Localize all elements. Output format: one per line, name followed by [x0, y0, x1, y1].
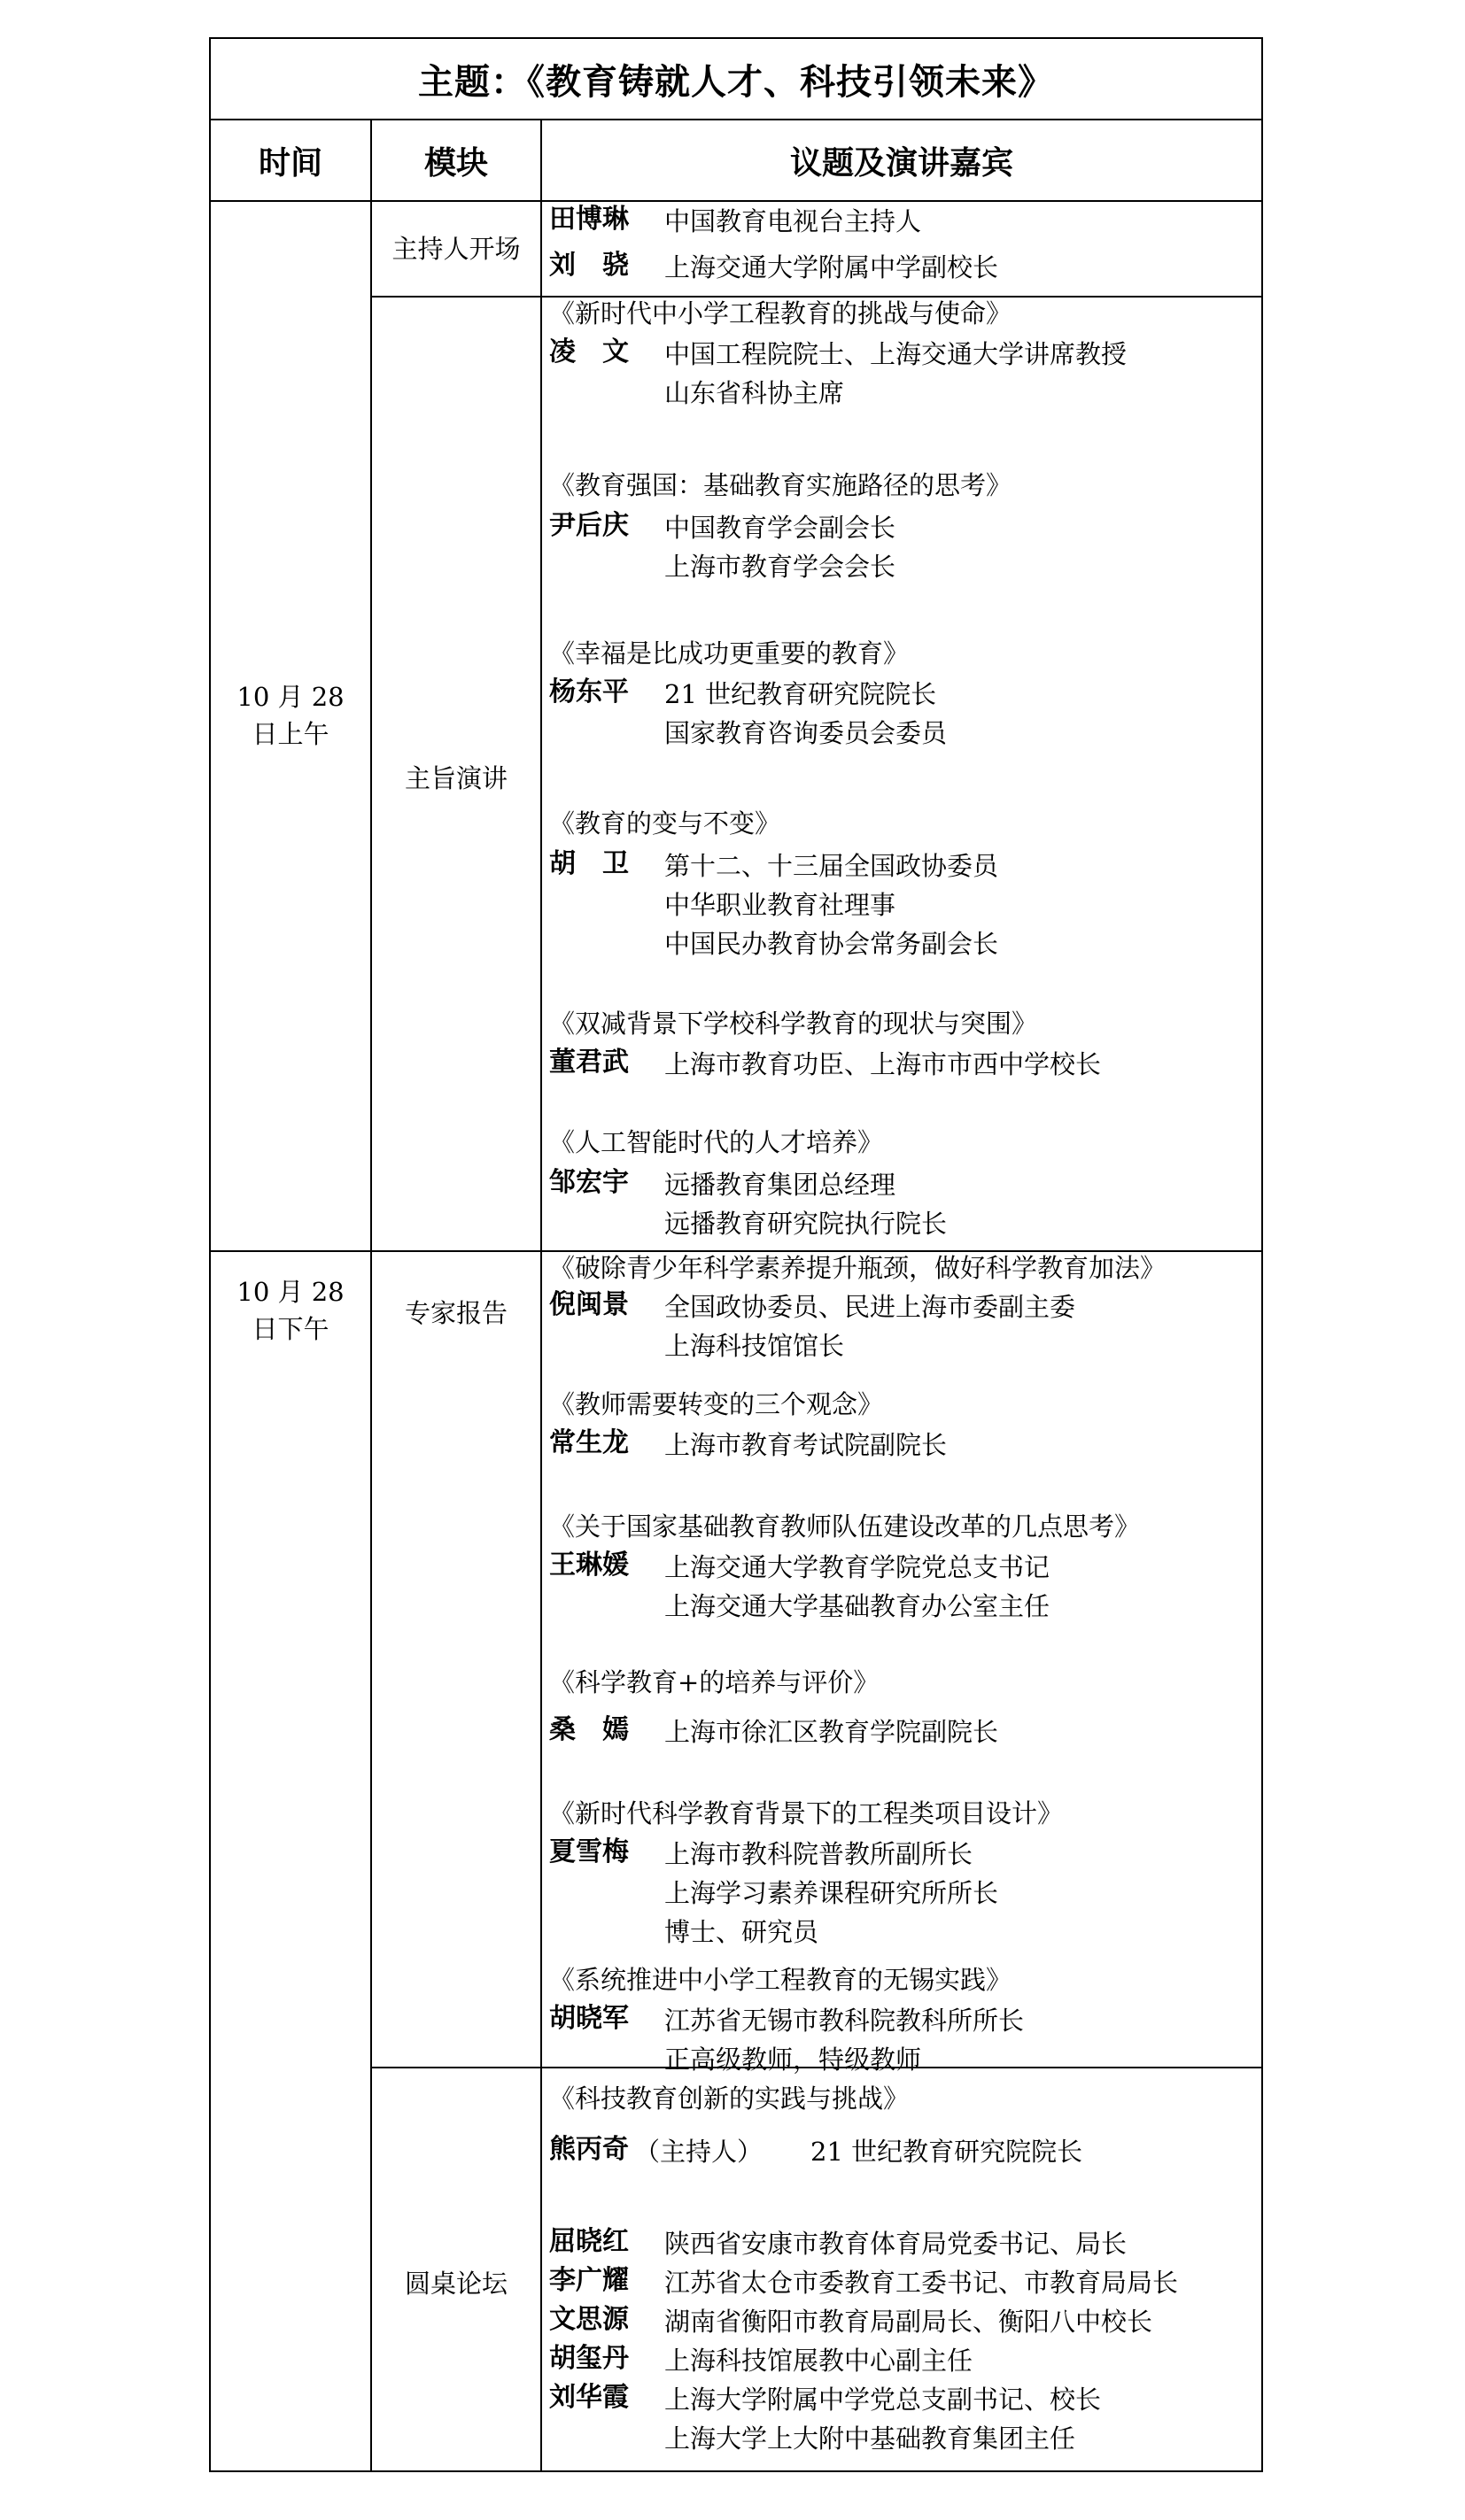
speaker-name: 夏雪梅	[549, 1836, 629, 1867]
talk-title: 《教育的变与不变》	[549, 808, 781, 839]
speaker-name: 董君武	[549, 1047, 629, 1078]
speaker-name: 胡玺丹	[549, 2343, 629, 2374]
speaker-name: 桑 嫣	[549, 1714, 629, 1745]
speaker-role: 上海市教育考试院副院长	[664, 1430, 948, 1460]
speaker-name: 尹后庆	[549, 510, 629, 541]
time-afternoon-line-1: 10 月 28	[236, 1277, 345, 1307]
speaker-name: 邹宏宇	[549, 1167, 629, 1198]
speaker-roles	[664, 846, 998, 963]
speaker-roles	[664, 1287, 1075, 1365]
speaker-name: 刘 骁	[549, 250, 629, 281]
speaker-role: 中国教育学会副会长	[664, 513, 896, 543]
speaker-role: 山东省科协主席	[664, 378, 845, 408]
speaker-role: 上海交通大学基础教育办公室主任	[664, 1591, 1050, 1621]
talk-title: 《幸福是比成功更重要的教育》	[549, 638, 910, 669]
speaker-roles	[664, 1712, 998, 1751]
speaker-roles	[664, 1426, 947, 1465]
speaker-roles	[664, 2224, 1127, 2263]
speaker-name: 常生龙	[549, 1427, 629, 1458]
header-time: 时间	[258, 144, 322, 182]
talk-title: 《系统推进中小学工程教育的无锡实践》	[549, 1965, 1012, 1995]
talk-title: 《科技教育创新的实践与挑战》	[549, 2083, 910, 2114]
speaker-name: 胡晓军	[549, 2003, 629, 2034]
speaker-roles	[664, 2380, 1101, 2458]
speaker-role: 上海大学上大附中基础教育集团主任	[664, 2423, 1076, 2454]
speaker-role: 上海学习素养课程研究所所长	[664, 1878, 999, 1908]
speaker-roles	[664, 1165, 947, 1243]
speaker-role: 第十二、十三届全国政协委员	[664, 851, 999, 881]
agenda-table	[209, 37, 1263, 2472]
speaker-role: 陕西省安康市教育体育局党委书记、局长	[664, 2229, 1128, 2259]
speaker-role: 远播教育集团总经理	[664, 1170, 896, 1200]
speaker-role: 博士、研究员	[664, 1917, 819, 1947]
speaker-name: 凌 文	[549, 336, 629, 367]
speaker-name: 李广耀	[549, 2265, 629, 2296]
time-morning-line-2: 日上午	[252, 719, 329, 749]
speaker-name: 刘华霞	[549, 2382, 629, 2413]
talk-title: 《新时代中小学工程教育的挑战与使命》	[549, 298, 1012, 329]
speaker-roles	[664, 1548, 1050, 1626]
speaker-role: 上海大学附属中学党总支副书记、校长	[664, 2385, 1102, 2415]
speaker-roles	[664, 2302, 1152, 2341]
speaker-roles	[664, 2263, 1178, 2302]
speaker-role: 上海交通大学附属中学副校长	[664, 252, 999, 282]
speaker-roles	[664, 508, 895, 586]
speaker-role: 远播教育研究院执行院长	[664, 1209, 948, 1239]
module-opening: 主持人开场	[391, 234, 521, 264]
host-tag: （主持人）	[634, 2137, 764, 2167]
speaker-roles	[664, 1045, 1101, 1084]
talk-title: 《科学教育+的培养与评价》	[549, 1667, 880, 1697]
header-module: 模块	[423, 144, 488, 182]
module-expert: 专家报告	[404, 1298, 508, 1328]
speaker-name: 杨东平	[549, 676, 629, 707]
speaker-role: 中国民办教育协会常务副会长	[664, 929, 999, 959]
speaker-roles	[664, 1835, 998, 1952]
speaker-role: 中国工程院院士、上海交通大学讲席教授	[664, 339, 1128, 369]
speaker-name: 田博琳	[549, 204, 629, 235]
speaker-name: 倪闽景	[549, 1289, 629, 1320]
speaker-role: 正高级教师，特级教师	[664, 2045, 922, 2075]
time-afternoon	[211, 1273, 370, 1348]
host-role: 21 世纪教育研究院院长	[810, 2137, 1083, 2167]
talk-title: 《关于国家基础教育教师队伍建设改革的几点思考》	[549, 1511, 1141, 1542]
agenda-content	[549, 39, 1258, 2465]
speaker-role: 上海科技馆馆长	[664, 1331, 845, 1361]
talk-title: 《新时代科学教育背景下的工程类项目设计》	[549, 1798, 1064, 1828]
col-divider-2	[540, 120, 542, 2470]
header-topic: 议题及演讲嘉宾	[789, 144, 1013, 182]
speaker-role: 中华职业教育社理事	[664, 890, 896, 920]
module-keynote: 主旨演讲	[404, 763, 508, 793]
speaker-role: 江苏省太仓市委教育工委书记、市教育局局长	[664, 2268, 1179, 2298]
speaker-roles	[664, 335, 1127, 413]
time-morning	[211, 678, 370, 753]
speaker-role: 江苏省无锡市教科院教科所所长	[664, 2006, 1025, 2036]
speaker-role: 全国政协委员、民进上海市委副主委	[664, 1292, 1076, 1322]
speaker-role: 上海市教科院普教所副所长	[664, 1839, 973, 1869]
talk-title: 《双减背景下学校科学教育的现状与突围》	[549, 1009, 1038, 1039]
speaker-name: 王琳媛	[549, 1550, 629, 1581]
talk-title: 《破除青少年科学素养提升瓶颈，做好科学教育加法》	[549, 1253, 1167, 1283]
speaker-roles	[664, 202, 921, 241]
speaker-role: 国家教育咨询委员会委员	[664, 718, 948, 748]
speaker-roles	[664, 675, 947, 753]
talk-title: 《人工智能时代的人才培养》	[549, 1127, 884, 1157]
speaker-name: 胡 卫	[549, 848, 629, 879]
speaker-roles	[664, 2341, 973, 2380]
speaker-name: 屈晓红	[549, 2226, 629, 2257]
speaker-role: 上海交通大学教育学院党总支书记	[664, 1552, 1050, 1582]
talk-title: 《教师需要转变的三个观念》	[549, 1389, 884, 1419]
speaker-role: 上海科技馆展教中心副主任	[664, 2346, 973, 2376]
speaker-role: 21 世纪教育研究院院长	[664, 679, 937, 709]
time-afternoon-line-2: 日下午	[252, 1314, 329, 1344]
speaker-role: 上海市教育学会会长	[664, 552, 896, 582]
speaker-role: 中国教育电视台主持人	[664, 206, 922, 236]
page-title: 主题：《教育铸就人才、科技引领未来》	[418, 61, 1054, 103]
time-morning-line-1: 10 月 28	[236, 682, 345, 712]
speaker-role: 上海市徐汇区教育学院副院长	[664, 1717, 999, 1747]
speaker-role: 上海市教育功臣、上海市市西中学校长	[664, 1049, 1102, 1079]
speaker-roles	[664, 2001, 1024, 2079]
speaker-name: 文思源	[549, 2304, 629, 2335]
talk-title: 《教育强国：基础教育实施路径的思考》	[549, 470, 1012, 500]
speaker-roles	[664, 248, 998, 287]
module-roundtable: 圆桌论坛	[404, 2269, 508, 2299]
speaker-name: 熊丙奇	[549, 2134, 629, 2165]
speaker-role: 湖南省衡阳市教育局副局长、衡阳八中校长	[664, 2307, 1153, 2337]
